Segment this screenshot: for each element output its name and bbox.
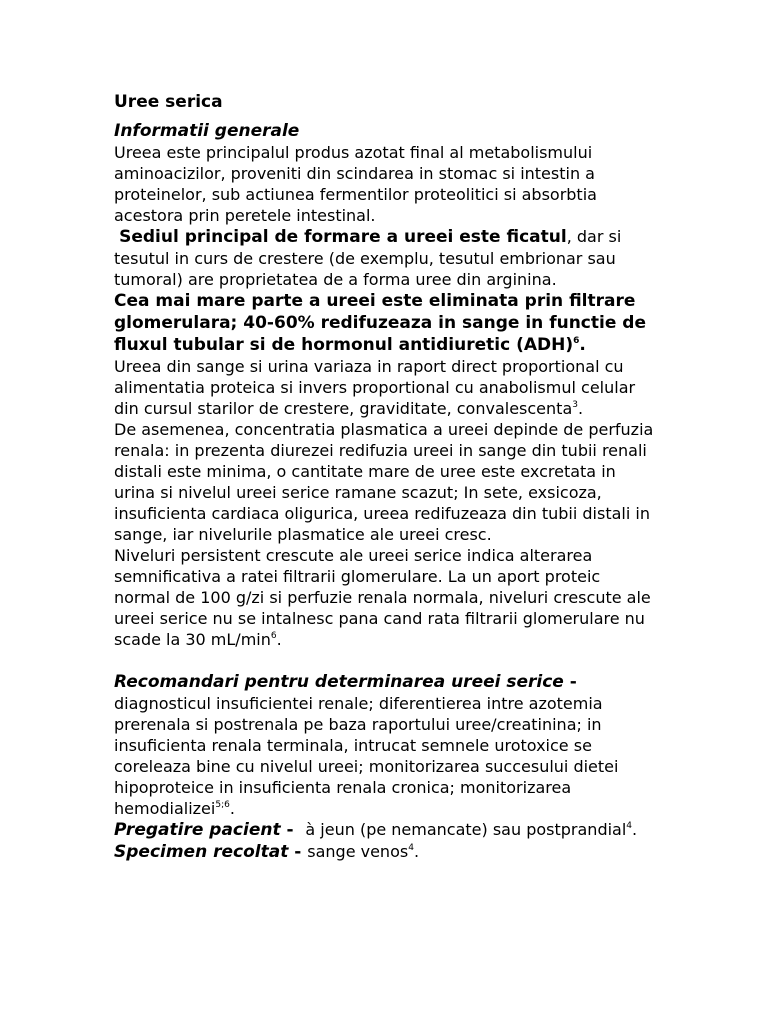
bold-phrase: Sediul principal de formare a ureei este ficatul (119, 227, 567, 247)
reference-marker: 6 (573, 336, 580, 346)
document-title: Uree serica (114, 92, 223, 112)
reference-marker: 6 (270, 631, 277, 641)
spacer (114, 650, 654, 671)
document-body (114, 92, 654, 863)
section-heading-preparation: Pregatire pacient (114, 820, 281, 840)
section-heading-specimen: Specimen recoltat (114, 842, 289, 862)
reference-marker: 3 (572, 400, 578, 410)
reference-marker: 5;6 (215, 800, 230, 810)
paragraph-general-6: Niveluri persistent crescute ale ureei serice indica alterarea semnificativa a ratei filtrarii glomerulare. La un aport proteic normal de 100 g/zi si perfuzie renala normala, niveluri crescute ale ureei serice nu se intalnesc pana cand rata filtrarii glomerulare nu scade la 30 $mL/\min^6$. (114, 546, 651, 649)
section-heading-general: Informatii generale (114, 121, 300, 141)
paragraph-general-4: Ureea din sange si urina variaza in raport direct proportional cu alimentatia proteica si invers proportional cu anabolismul celular din cursul starilor de crestere, graviditate, convalescenta$^3$. (114, 357, 636, 418)
paragraph-specimen: Specimen recoltat - sange venos$^4$. (114, 842, 420, 862)
paragraph-recommendations: Recomandari pentru determinarea ureei serice - diagnosticul insuficientei renale; diferentierea intre azotemia prerenala si postrenala pe baza raportului uree/creatinina; in insuficienta renala terminala, intrucat semnele urotoxice se coreleaza bine cu nivelul ureei; monitorizarea succesului dietei hipoproteice in insuficienta renala cronica; monitorizarea hemodializei$^{5;6}$. (114, 672, 619, 818)
paragraph-preparation: Pregatire pacient - à jeun (pe nemancate) sau postprandial$^4$. (114, 820, 638, 840)
paragraph-general-2: Sediul principal de formare a ureei este ficatul, dar si tesutul in curs de crestere (de exemplu, tesutul embrionar sau tumoral) are proprietatea de a forma uree din arginina. (114, 227, 622, 289)
paragraph-general-5: De asemenea, concentratia plasmatica a ureei depinde de perfuzia renala: in prezenta diurezei redifuzia ureei in sange din tubii renali distali este minima, o cantitate mare de uree este excretata in urina si nivelul ureei serice ramane scazut; In sete, exsicoza, insuficienta cardiaca oligurica, ureea redifuzeaza din tubii distali in sange, iar nivelurile plasmatice ale ureei cresc. (114, 420, 654, 544)
paragraph-general-1: Ureea este principalul produs azotat final al metabolismului aminoacizilor, proveniti din scindarea in stomac si intestin a proteinelor, sub actiunea fermentilor proteolitici si absorbtia acestora prin peretele intestinal. (114, 143, 597, 225)
reference-marker: 4 (626, 821, 633, 831)
paragraph-general-3: Cea mai mare parte a ureei este eliminata prin filtrare glomerulara; 40-60% redifuzeaza in sange in functie de fluxul tubular si de hormonul antidiuretic (ADH)$^6$. (114, 291, 646, 355)
reference-marker: 4 (408, 843, 414, 853)
section-heading-recommendations: Recomandari pentru determinarea ureei serice (114, 672, 564, 692)
